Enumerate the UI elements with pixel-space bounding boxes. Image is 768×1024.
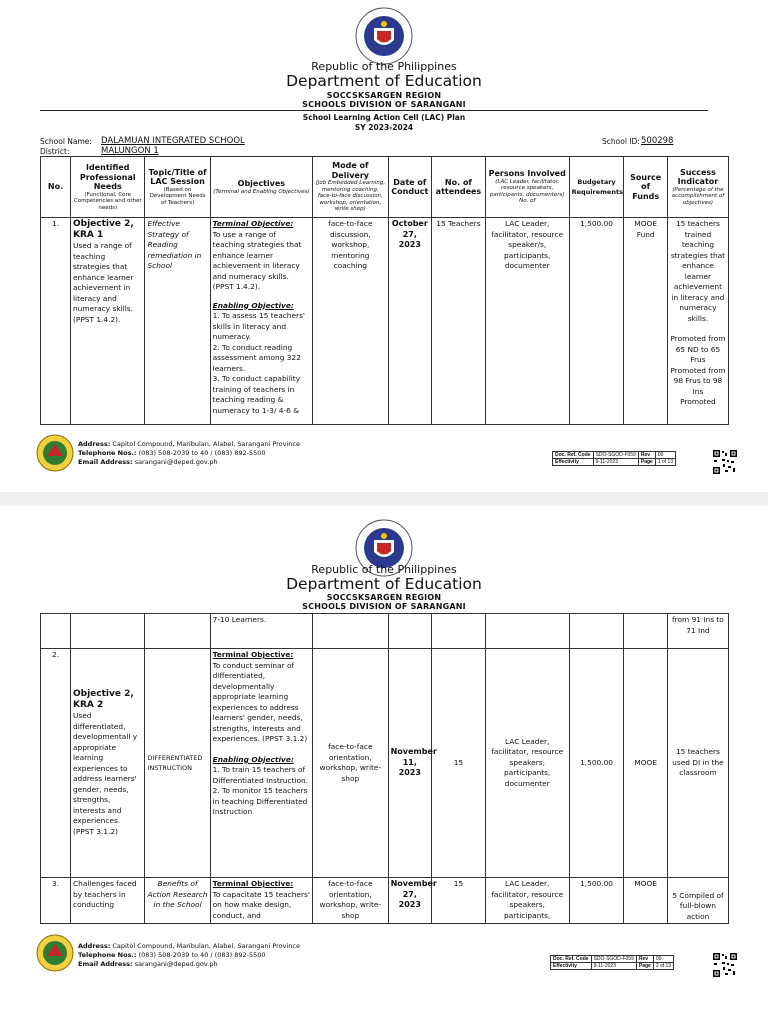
deped-seal-logo (354, 6, 414, 66)
col-topic: Topic/Title of LAC Session (Based on Development Needs of Teachers) (145, 157, 210, 218)
row-objectives: Terminal Objective: To conduct seminar of differentiated, developmentally appropriate learning experiences to address learners' gender, needs, strengths, interests and experiences. (PPST 3.1.2) Enabling Objective: 1. To train 15 teachers of Differentiated Instruction. 2. To monitor 15 teachers in teaching Differentiated Instruction (210, 649, 312, 878)
division-name: SCHOOLS DIVISION OF SARANGANI (302, 100, 466, 109)
district-value: MALUNGON 1 (101, 146, 159, 156)
col-date: Date of Conduct (388, 157, 431, 218)
col-funds: Source of Funds (624, 157, 667, 218)
row-persons: LAC Leader, facilitator, resource speakers, participants, documenter (485, 649, 569, 878)
row-success: from 91 Ins to 71 Ind (667, 614, 728, 649)
footer-phone: Telephone Nos.: (083) 508-2039 to 40 / (083) 892-5500 (78, 951, 266, 959)
row-mode: face-to-face orientation, workshop, write-shop (313, 878, 389, 924)
department-name: Department of Education (286, 575, 482, 593)
row-funds: MOOE (624, 649, 667, 878)
row-needs: Objective 2, KRA 2 Used differentiated, developmentall y appropriate learning experiences to address learners' gender, needs, strengths, interests and experiences. (PPST 3.1.2) (71, 649, 145, 878)
lac-plan-table-continued (40, 613, 729, 924)
row-budget: 1,500.00 (569, 878, 624, 924)
row-attendees: 15 (432, 878, 486, 924)
school-name-value: DALAMUAN INTEGRATED SCHOOL (101, 136, 245, 146)
table-header-row (41, 157, 729, 218)
col-mode: Mode of Delivery (Job Embedded Learning, mentoring coaching, face-to-face discussion, workshop, orientation, write shop) (313, 157, 389, 218)
region-name: SOCCSKSARGEN REGION (326, 593, 442, 602)
row-success: 15 teachers used DI in the classroom (667, 649, 728, 878)
page-1-footer (36, 434, 736, 474)
republic-line: Republic of the Philippines (311, 60, 457, 73)
row-mode: face-to-face discussion, workshop, mentoring coaching (313, 218, 389, 425)
table-row (41, 878, 729, 924)
col-attendees: No. of attendees (432, 157, 486, 218)
doc-ref-table: Doc. Ref. Code SDO-SGOD-F059 Rev 00 Effectivity 9-11-2023 Page 2 of 13 (550, 955, 674, 970)
col-no: No. (41, 157, 71, 218)
footer-phone: Telephone Nos.: (083) 508-2039 to 40 / (083) 892-5500 (78, 449, 266, 457)
row-budget: 1,500.00 (569, 649, 624, 878)
row-number: 2. (41, 649, 71, 878)
col-objectives: Objectives (Terminal and Enabling Objectives) (210, 157, 312, 218)
row-topic: Effective Strategy of Reading remediation in School (145, 218, 210, 425)
school-name-label: School Name: (40, 137, 92, 146)
qr-code-icon (712, 449, 738, 475)
table-row (41, 614, 729, 649)
row-mode: face-to-face orientation, workshop, write-shop (313, 649, 389, 878)
division-seal-logo (36, 934, 74, 972)
row-objectives: 7-10 Learners. (210, 614, 312, 649)
row-objectives: Terminal Objective: To use a range of teaching strategies that enhance learner achievement in literacy and numeracy skills. (PPST 1.4.2). Enabling Objective: 1. To assess 15 teachers' skills in literacy and numeracy. 2. To conduct reading assessment among 322 learners. 3. To conduct capability training of teachers in teaching reading & numeracy to 1-3/ 4-6 & (210, 218, 312, 425)
col-budget: Budgetary Requirements (569, 157, 624, 218)
document-page-2 (0, 506, 768, 1024)
footer-address: Address: Capitol Compound, Maribulan, Alabel, Sarangani Province (78, 942, 300, 950)
school-id-label: School ID: (602, 137, 640, 146)
page-2-footer (36, 934, 736, 974)
row-persons: LAC Leader, facilitator, resource speakers, participants, (485, 878, 569, 924)
republic-line: Republic of the Philippines (311, 563, 457, 576)
row-budget: 1,500.00 (569, 218, 624, 425)
footer-email: Email Address: sarangani@deped.gov.ph (78, 458, 218, 466)
row-persons: LAC Leader, facilitator, resource speaker/s, participants, documenter (485, 218, 569, 425)
footer-email: Email Address: sarangani@deped.gov.ph (78, 960, 218, 968)
row-success: 15 teachers trained teaching strategies that enhance learner achievement in literacy and numeracy skills. Promoted from 65 ND to 65 Frus Promoted from 98 Frus to 98 Ins Promoted (667, 218, 728, 425)
col-success: Success Indicator (Percentage of the accomplishment of objectives) (667, 157, 728, 218)
plan-title: School Learning Action Cell (LAC) Plan (302, 113, 466, 122)
table-row (41, 649, 729, 878)
row-topic: Benefits of Action Research in the School (145, 878, 210, 924)
row-number: 3. (41, 878, 71, 924)
col-needs: Identified Professional Needs (Functional, Core Competencies and other needs) (71, 157, 145, 218)
division-name: SCHOOLS DIVISION OF SARANGANI (302, 602, 466, 611)
col-persons: Persons Involved (LAC Leader, facilitator, resource speakers, participants, documenters) No. of (485, 157, 569, 218)
row-date: November 11, 2023 (388, 649, 431, 878)
school-id-value: 500298 (641, 136, 674, 146)
row-success: 5 Compiled of full-blown action (667, 878, 728, 924)
row-attendees: 15 (432, 649, 486, 878)
row-date: October 27, 2023 (388, 218, 431, 425)
header-divider (40, 110, 708, 111)
row-date: November 27, 2023 (388, 878, 431, 924)
footer-address: Address: Capitol Compound, Maribulan, Alabel, Sarangani Province (78, 440, 300, 448)
school-year: SY 2023-2024 (354, 123, 414, 132)
region-name: SOCCSKSARGEN REGION (326, 91, 442, 100)
lac-plan-table (40, 156, 729, 425)
row-topic: DIFFERENTIATED INSTRUCTION (145, 649, 210, 878)
division-seal-logo (36, 434, 74, 472)
qr-code-icon (712, 952, 738, 978)
row-funds: MOOE (624, 878, 667, 924)
table-row (41, 218, 729, 425)
department-name: Department of Education (286, 72, 482, 90)
row-objectives: Terminal Objective: To capacitate 15 teachers' on how make design, conduct, and (210, 878, 312, 924)
row-attendees: 15 Teachers (432, 218, 486, 425)
row-needs: Objective 2, KRA 1 Used a range of teaching strategies that enhance learner achievement in literacy and numeracy skills. (PPST 1.4.2). (71, 218, 145, 425)
district-label: District: (40, 147, 70, 156)
row-number: 1. (41, 218, 71, 425)
row-needs: Challenges faced by teachers in conducting (71, 878, 145, 924)
row-funds: MOOE Fund (624, 218, 667, 425)
document-page-1 (0, 0, 768, 492)
doc-ref-table: Doc. Ref. Code SDO-SGOD-F059 Rev 00 Effectivity 9-11-2023 Page 1 of 13 (552, 451, 676, 466)
